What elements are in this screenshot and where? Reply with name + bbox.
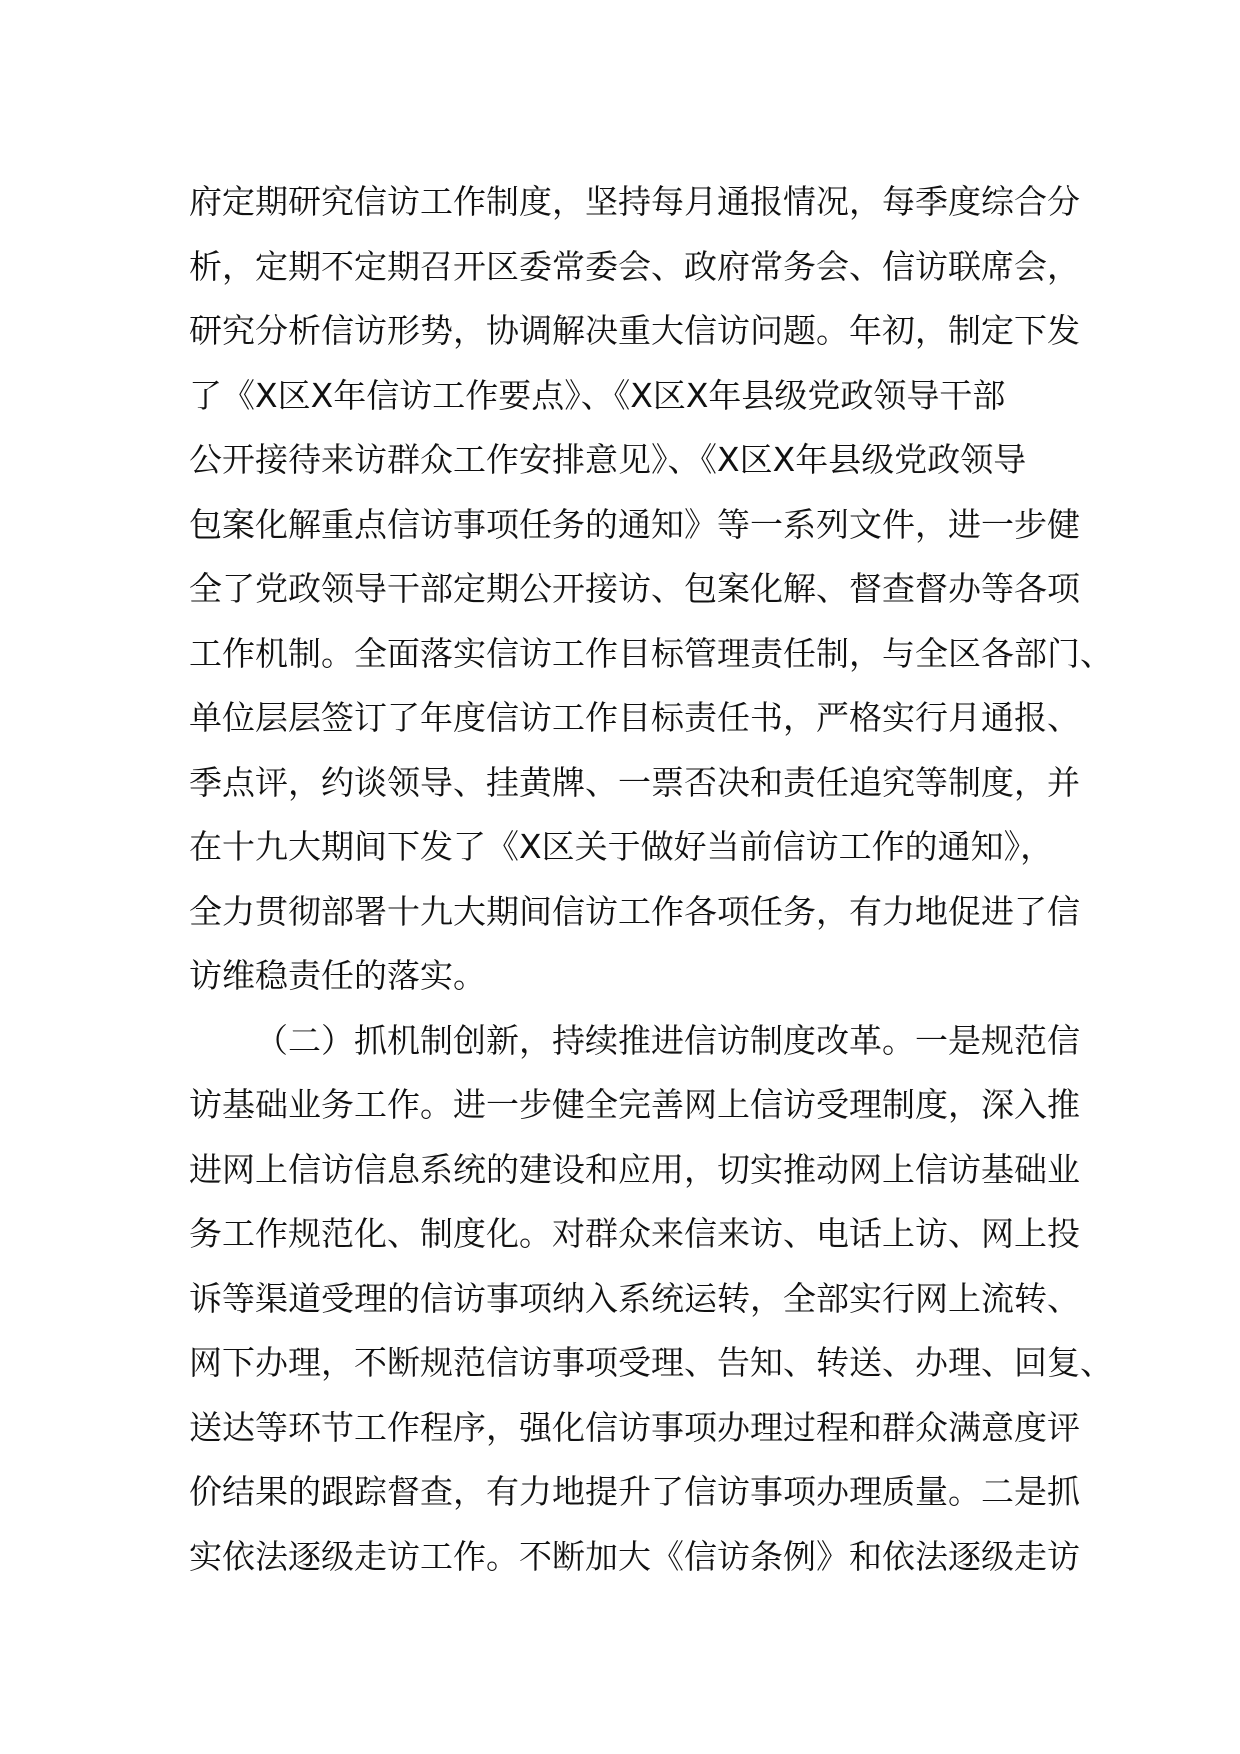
text-line: 诉等渠道受理的信访事项纳入系统运转，全部实行网上流转、 (189, 1278, 1080, 1318)
text-line: 季点评，约谈领导、挂黄牌、一票否决和责任追究等制度，并 (189, 762, 1080, 802)
text-line: 研究分析信访形势，协调解决重大信访问题。年初，制定下发 (189, 311, 1080, 350)
paragraph-heading-line: （二）抓机制创新，持续推进信访制度改革。一是规范信 (255, 1020, 1080, 1060)
text-line: 包案化解重点信访事项任务的通知》等一系列文件，进一步健 (189, 504, 1080, 544)
text-line: 府定期研究信访工作制度，坚持每月通报情况，每季度综合分 (189, 182, 1080, 221)
text-line: 访基础业务工作。进一步健全完善网上信访受理制度，深入推 (189, 1085, 1080, 1124)
text-line: 在十九大期间下发了《X区关于做好当前信访工作的通知》， (189, 827, 1054, 866)
text-line: 进网上信访信息系统的建设和应用，切实推动网上信访基础业 (189, 1149, 1080, 1189)
text-line: 务工作规范化、制度化。对群众来信来访、电话上访、网上投 (189, 1214, 1080, 1253)
text-line: 实依法逐级走访工作。不断加大《信访条例》和依法逐级走访 (189, 1536, 1080, 1576)
text-line: 析，定期不定期召开区委常委会、政府常务会、信访联席会， (189, 246, 1080, 286)
text-line: 公开接待来访群众工作安排意见》、《X区X年县级党政领导 (189, 440, 1027, 479)
text-line: 价结果的跟踪督查，有力地提升了信访事项办理质量。二是抓 (189, 1472, 1080, 1511)
text-line: 送达等环节工作程序，强化信访事项办理过程和群众满意度评 (189, 1407, 1080, 1447)
text-line: 全了党政领导干部定期公开接访、包案化解、督查督办等各项 (189, 569, 1080, 608)
text-line: 网下办理，不断规范信访事项受理、告知、转送、办理、回复、 (189, 1343, 1113, 1382)
body-text (189, 170, 1113, 1589)
text-line: 单位层层签订了年度信访工作目标责任书，严格实行月通报、 (189, 698, 1080, 737)
text-line: 了《X区X年信访工作要点》、《X区X年县级党政领导干部 (189, 375, 1006, 415)
text-line: 全力贯彻部署十九大期间信访工作各项任务，有力地促进了信 (189, 891, 1080, 931)
text-line: 访维稳责任的落实。 (189, 956, 486, 995)
text-line: 工作机制。全面落实信访工作目标管理责任制，与全区各部门、 (189, 633, 1113, 673)
